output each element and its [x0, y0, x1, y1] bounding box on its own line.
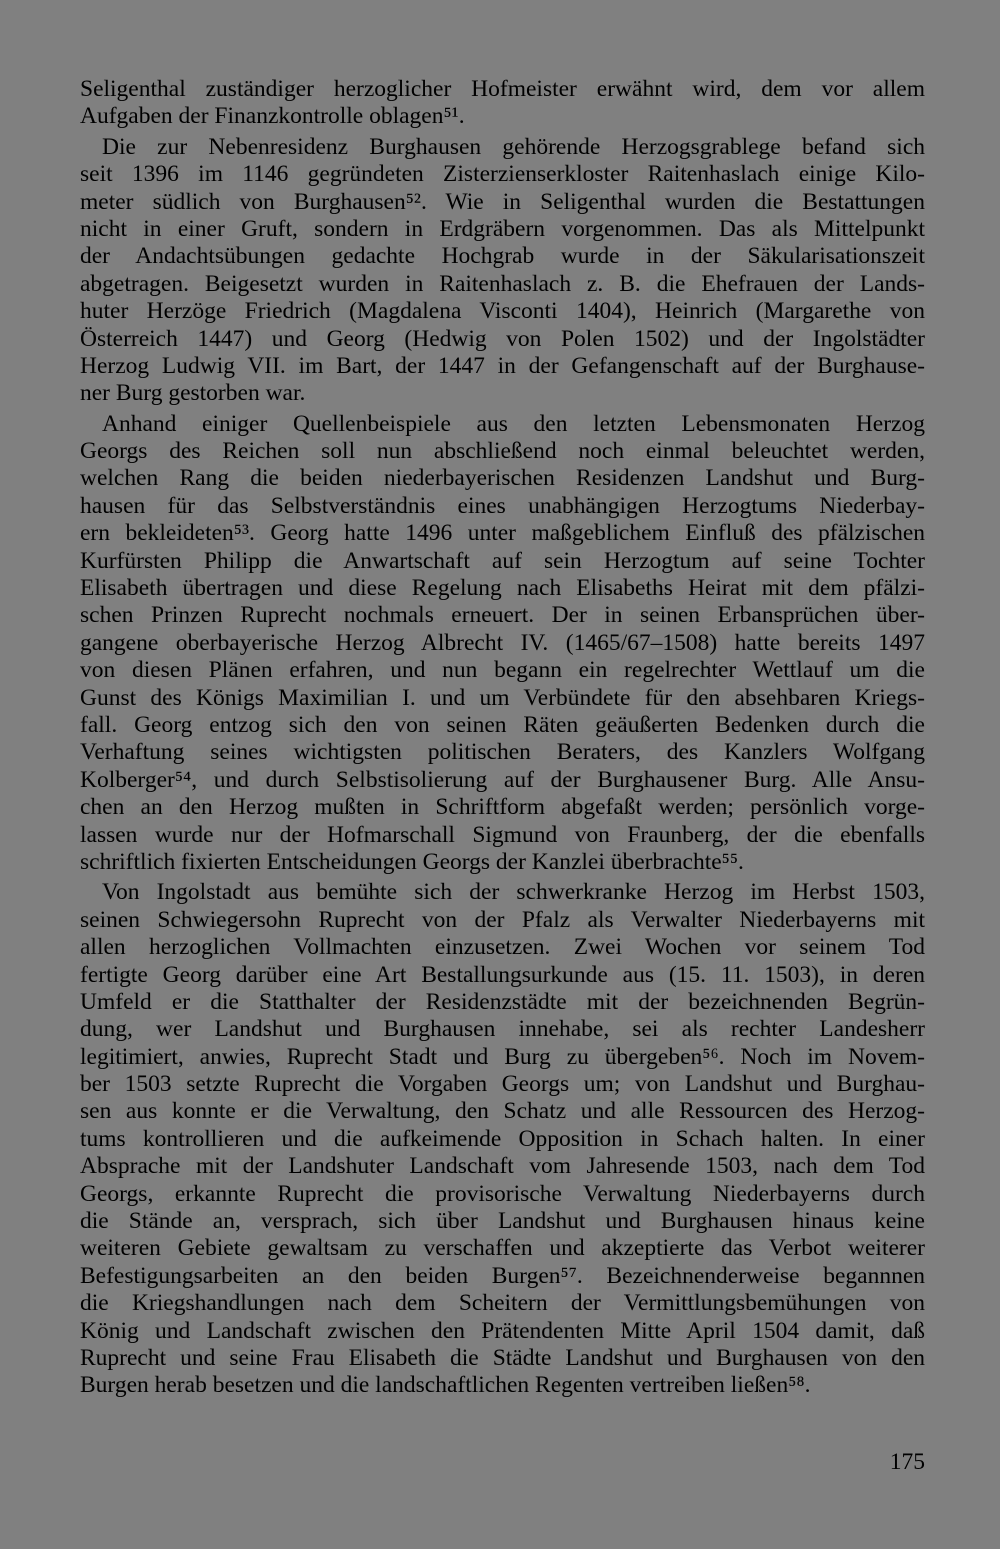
- text-line: meter südlich von Burghausen⁵². Wie in Seligenthal wurden die Bestattungen: [80, 188, 925, 215]
- text-line: tums kontrollieren und die aufkeimende Opposition in Schach halten. In einer: [80, 1125, 925, 1152]
- text-line: huter Herzöge Friedrich (Magdalena Visconti 1404), Heinrich (Margarethe von: [80, 298, 925, 325]
- text-line: Befestigungsarbeiten an den beiden Burgen⁵⁷. Bezeichnenderweise begannnen: [80, 1262, 925, 1289]
- text-line: der Andachtsübungen gedachte Hochgrab wurde in der Säkularisationszeit: [80, 243, 925, 270]
- text-line: schriftlich fixierten Entscheidungen Georgs der Kanzlei überbrachte⁵⁵.: [80, 848, 744, 875]
- paragraph: [80, 76, 925, 131]
- text-line: nicht in einer Gruft, sondern in Erdgräbern vorgenommen. Das als Mittelpunkt: [80, 215, 925, 242]
- text-line: ner Burg gestorben war.: [80, 380, 306, 407]
- text-line: lassen wurde nur der Hofmarschall Sigmund von Fraunberg, der die ebenfalls: [80, 821, 925, 848]
- text-line: Aufgaben der Finanzkontrolle oblagen⁵¹.: [80, 103, 465, 130]
- text-line: die Kriegshandlungen nach dem Scheitern der Vermittlungsbemühungen von: [80, 1290, 925, 1317]
- text-line: fall. Georg entzog sich den von seinen Räten geäußerten Bedenken durch die: [80, 711, 925, 738]
- text-line: Georgs des Reichen soll nun abschließend noch einmal beleuchtet werden,: [80, 438, 925, 465]
- text-line: Gunst des Königs Maximilian I. und um Verbündete für den absehbaren Kriegs-: [80, 684, 925, 711]
- text-line: Georgs, erkannte Ruprecht die provisorische Verwaltung Niederbayerns durch: [80, 1180, 925, 1207]
- text-line: Österreich 1447) und Georg (Hedwig von Polen 1502) und der Ingolstädter: [80, 325, 925, 352]
- text-line: Die zur Nebenresidenz Burghausen gehörende Herzogsgrablege befand sich: [102, 133, 925, 160]
- text-line: Von Ingolstadt aus bemühte sich der schwerkranke Herzog im Herbst 1503,: [102, 879, 925, 906]
- paragraph: [80, 411, 925, 877]
- text-line: Elisabeth übertragen und diese Regelung nach Elisabeths Heirat mit dem pfälzi-: [80, 575, 925, 602]
- text-line: chen an den Herzog mußten in Schriftform abgefaßt werden; persönlich vorge-: [80, 794, 925, 821]
- text-line: seit 1396 im 1146 gegründeten Zisterzienserkloster Raitenhaslach einige Kilo-: [80, 161, 925, 188]
- text-line: König und Landschaft zwischen den Prätendenten Mitte April 1504 damit, daß: [80, 1317, 925, 1344]
- text-line: Ruprecht und seine Frau Elisabeth die Städte Landshut und Burghausen von den: [80, 1344, 925, 1371]
- text-line: hausen für das Selbstverständnis eines unabhängigen Herzogtums Niederbay-: [80, 492, 925, 519]
- text-line: sen aus konnte er die Verwaltung, den Schatz und alle Ressourcen des Herzog-: [80, 1098, 925, 1125]
- text-line: weiteren Gebiete gewaltsam zu verschaffen und akzeptierte das Verbot weiterer: [80, 1235, 925, 1262]
- text-line: legitimiert, anwies, Ruprecht Stadt und Burg zu übergeben⁵⁶. Noch im Novem-: [80, 1043, 925, 1070]
- text-line: welchen Rang die beiden niederbayerischen Residenzen Landshut und Burg-: [80, 465, 925, 492]
- text-line: die Stände an, versprach, sich über Landshut und Burghausen hinaus keine: [80, 1208, 925, 1235]
- text-line: Umfeld er die Statthalter der Residenzstädte mit der bezeichnenden Begrün-: [80, 988, 925, 1015]
- body-text: [80, 76, 925, 1400]
- text-line: abgetragen. Beigesetzt wurden in Raitenhaslach z. B. die Ehefrauen der Lands-: [80, 270, 925, 297]
- text-line: gangene oberbayerische Herzog Albrecht IV. (1465/67–1508) hatte bereits 1497: [80, 629, 925, 656]
- text-line: seinen Schwiegersohn Ruprecht von der Pfalz als Verwalter Niederbayerns mit: [80, 906, 925, 933]
- text-line: Seligenthal zuständiger herzoglicher Hofmeister erwähnt wird, dem vor allem: [80, 76, 925, 102]
- text-line: Burgen herab besetzen und die landschaftlichen Regenten vertreiben ließen⁵⁸.: [80, 1372, 811, 1399]
- text-line: dung, wer Landshut und Burghausen innehabe, sei als rechter Landesherr: [80, 1016, 925, 1043]
- paragraph: [80, 134, 925, 408]
- text-line: Verhaftung seines wichtigsten politischen Beraters, des Kanzlers Wolfgang: [80, 739, 925, 766]
- paragraph: [80, 879, 925, 1399]
- text-line: Herzog Ludwig VII. im Bart, der 1447 in der Gefangenschaft auf der Burghause-: [80, 352, 925, 379]
- text-line: ern bekleideten⁵³. Georg hatte 1496 unter maßgeblichem Einfluß des pfälzischen: [80, 520, 925, 547]
- text-line: ber 1503 setzte Ruprecht die Vorgaben Georgs um; von Landshut und Burghau-: [80, 1071, 925, 1098]
- text-line: Absprache mit der Landshuter Landschaft vom Jahresende 1503, nach dem Tod: [80, 1153, 925, 1180]
- text-line: schen Prinzen Ruprecht nochmals erneuert. Der in seinen Erbansprüchen über-: [80, 602, 925, 629]
- text-line: fertigte Georg darüber eine Art Bestallungsurkunde aus (15. 11. 1503), in deren: [80, 961, 925, 988]
- text-line: allen herzoglichen Vollmachten einzusetzen. Zwei Wochen vor seinem Tod: [80, 934, 925, 961]
- text-line: Kolberger⁵⁴, und durch Selbstisolierung auf der Burghausener Burg. Alle Ansu-: [80, 766, 925, 793]
- text-line: von diesen Plänen erfahren, und nun begann ein regelrechter Wettlauf um die: [80, 657, 925, 684]
- text-line: Anhand einiger Quellenbeispiele aus den letzten Lebensmonaten Herzog: [102, 410, 925, 437]
- page-number: 175: [889, 1449, 925, 1475]
- text-line: Kurfürsten Philipp die Anwartschaft auf sein Herzogtum auf seine Tochter: [80, 547, 925, 574]
